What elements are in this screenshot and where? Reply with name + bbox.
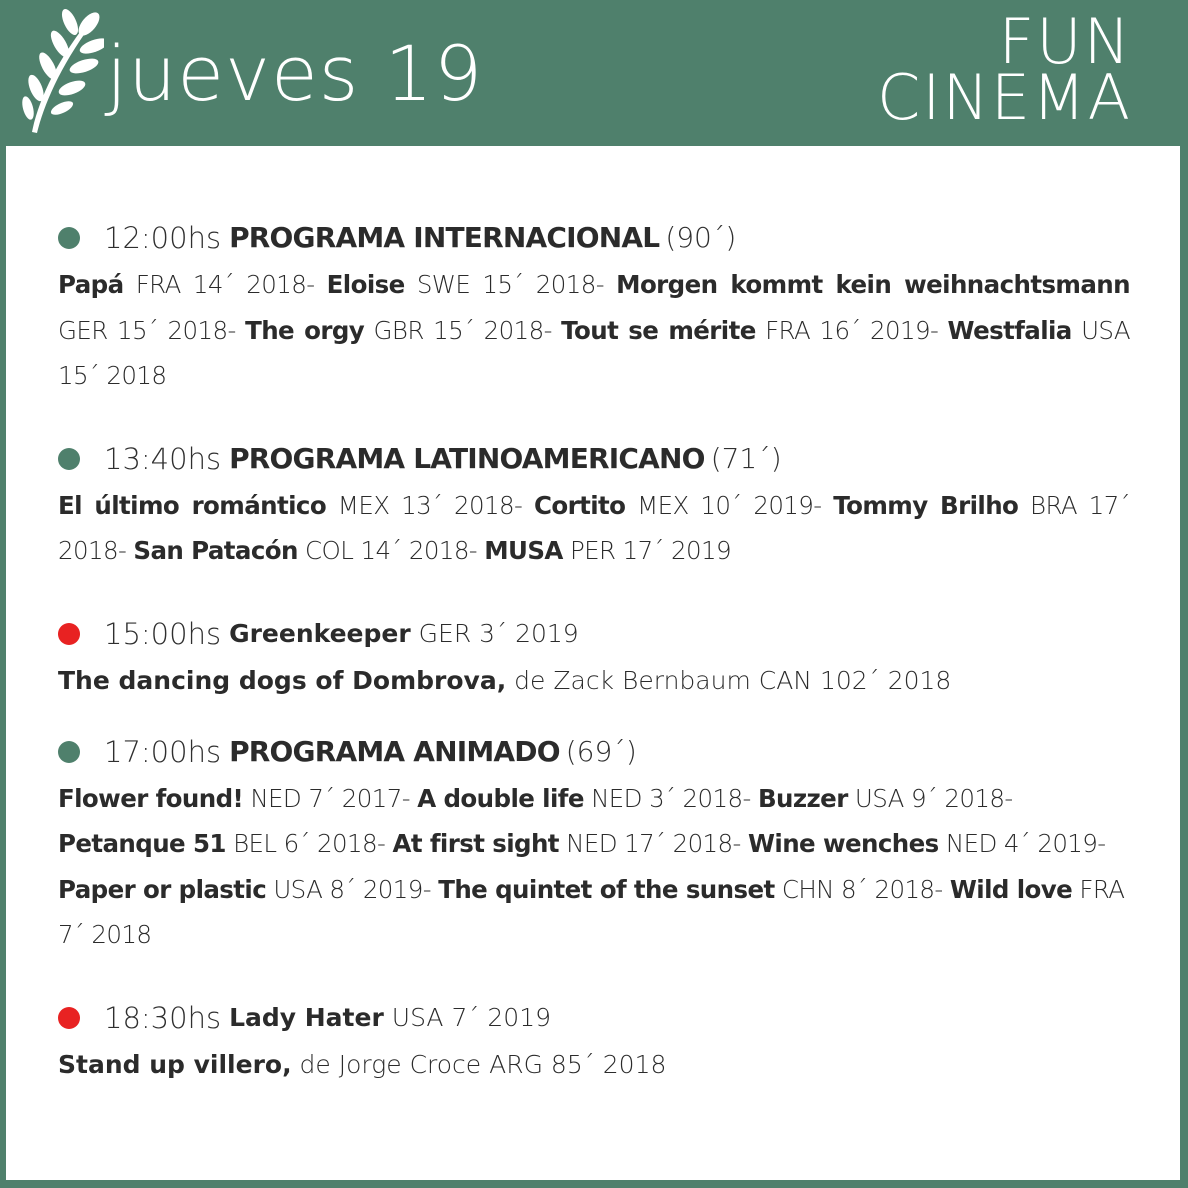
film-meta: GBR 15´ 2018- [373, 315, 552, 345]
film-title: Wild love [949, 874, 1073, 904]
feature-film-meta: de Jorge Croce ARG 85´ 2018 [299, 1049, 667, 1079]
film-meta: BRA 17´ 2018- [58, 490, 1130, 565]
film-title: Petanque 51 [58, 829, 226, 858]
film-title: Papá [58, 270, 124, 299]
program-name: PROGRAMA ANIMADO [229, 734, 560, 768]
program-duration: (69´) [565, 734, 637, 768]
program-name: PROGRAMA LATINOAMERICANO [229, 441, 705, 475]
session-time: 13:40hs [104, 441, 222, 476]
film-meta: NED 7´ 2017- [250, 783, 410, 813]
film-meta: USA 9´ 2018- [854, 783, 1013, 813]
schedule-panel [6, 146, 1180, 1180]
session-heading [58, 612, 1130, 656]
red-dot-icon [58, 623, 80, 645]
session-time: 17:00hs [104, 734, 222, 769]
film-title: El último romántico [58, 490, 327, 520]
film-meta: MEX 13´ 2018- [337, 490, 523, 520]
short-film-title: Greenkeeper [229, 618, 411, 648]
film-meta: COL 14´ 2018- [305, 536, 478, 565]
film-meta: FRA 16´ 2019- [765, 315, 939, 345]
film-meta: NED 17´ 2018- [566, 829, 741, 858]
film-meta: BEL 6´ 2018- [233, 829, 386, 858]
feature-film-meta: de Zack Bernbaum CAN 102´ 2018 [514, 665, 952, 695]
red-dot-icon [58, 1007, 80, 1029]
film-title: Wine wenches [747, 829, 939, 858]
green-dot-icon [58, 448, 80, 470]
schedule-block [58, 730, 1130, 958]
film-title: Buzzer [757, 783, 848, 813]
film-title: Paper or plastic [58, 874, 267, 904]
short-film-meta: GER 3´ 2019 [418, 618, 579, 648]
program-duration: (71´) [710, 441, 782, 475]
film-title: Westfalia [947, 315, 1072, 345]
green-dot-icon [58, 227, 80, 249]
film-title: The quintet of the sunset [438, 874, 775, 904]
feature-film [58, 1042, 1130, 1088]
film-title: A double life [417, 783, 584, 813]
brand-line-2: CINEMA [876, 61, 1132, 134]
schedule-block [58, 216, 1130, 399]
header-bar [0, 0, 1188, 146]
film-title: Flower found! [58, 783, 244, 813]
feature-film-title: The dancing dogs of Dombrova, [58, 665, 507, 695]
schedule-list [58, 216, 1130, 1126]
film-meta: USA 8´ 2019- [273, 874, 432, 904]
film-meta: FRA 7´ 2018 [58, 874, 1125, 949]
film-title: San Patacón [133, 536, 298, 565]
day-title: jueves 19 [106, 29, 484, 118]
film-list [58, 776, 1130, 958]
film-meta: GER 15´ 2018- [58, 315, 236, 345]
schedule-block [58, 996, 1130, 1088]
film-title: Tommy Brilho [833, 490, 1019, 520]
session-heading [58, 996, 1130, 1040]
film-list [58, 483, 1130, 574]
session-time: 15:00hs [104, 616, 222, 651]
program-heading [58, 216, 1130, 260]
short-film-meta: USA 7´ 2019 [391, 1002, 552, 1032]
film-title: Tout se mérite [561, 315, 756, 345]
film-meta: NED 3´ 2018- [591, 783, 751, 813]
film-meta: CHN 8´ 2018- [781, 874, 943, 904]
film-title: Eloise [326, 270, 405, 299]
program-heading [58, 730, 1130, 774]
film-title: Cortito [533, 490, 626, 520]
film-title: MUSA [484, 536, 563, 565]
green-dot-icon [58, 741, 80, 763]
film-meta: MEX 10´ 2019- [637, 490, 822, 520]
short-film-title: Lady Hater [229, 1002, 384, 1032]
film-meta: FRA 14´ 2018- [135, 270, 315, 299]
film-title: Morgen kommt kein weihnachtsmann [616, 270, 1130, 299]
session-time: 18:30hs [104, 1000, 222, 1035]
film-list [58, 262, 1130, 399]
session-time: 12:00hs [104, 221, 222, 255]
brand-logo [876, 5, 1132, 134]
program-heading [58, 437, 1130, 481]
schedule-block [58, 612, 1130, 704]
program-name: PROGRAMA INTERNACIONAL [229, 221, 660, 254]
film-meta: SWE 15´ 2018- [416, 270, 604, 299]
feature-film-title: Stand up villero, [58, 1049, 292, 1079]
schedule-block [58, 437, 1130, 574]
program-duration: (90´) [665, 221, 737, 254]
film-title: The orgy [245, 315, 365, 345]
brand-line-1: FUN [998, 5, 1132, 78]
film-meta: NED 4´ 2019- [945, 829, 1106, 858]
film-meta: USA 15´ 2018 [58, 315, 1130, 390]
film-meta: PER 17´ 2019 [569, 536, 731, 565]
film-title: At first sight [392, 829, 559, 858]
feature-film [58, 658, 1130, 704]
laurel-leaf-icon [12, 8, 104, 136]
